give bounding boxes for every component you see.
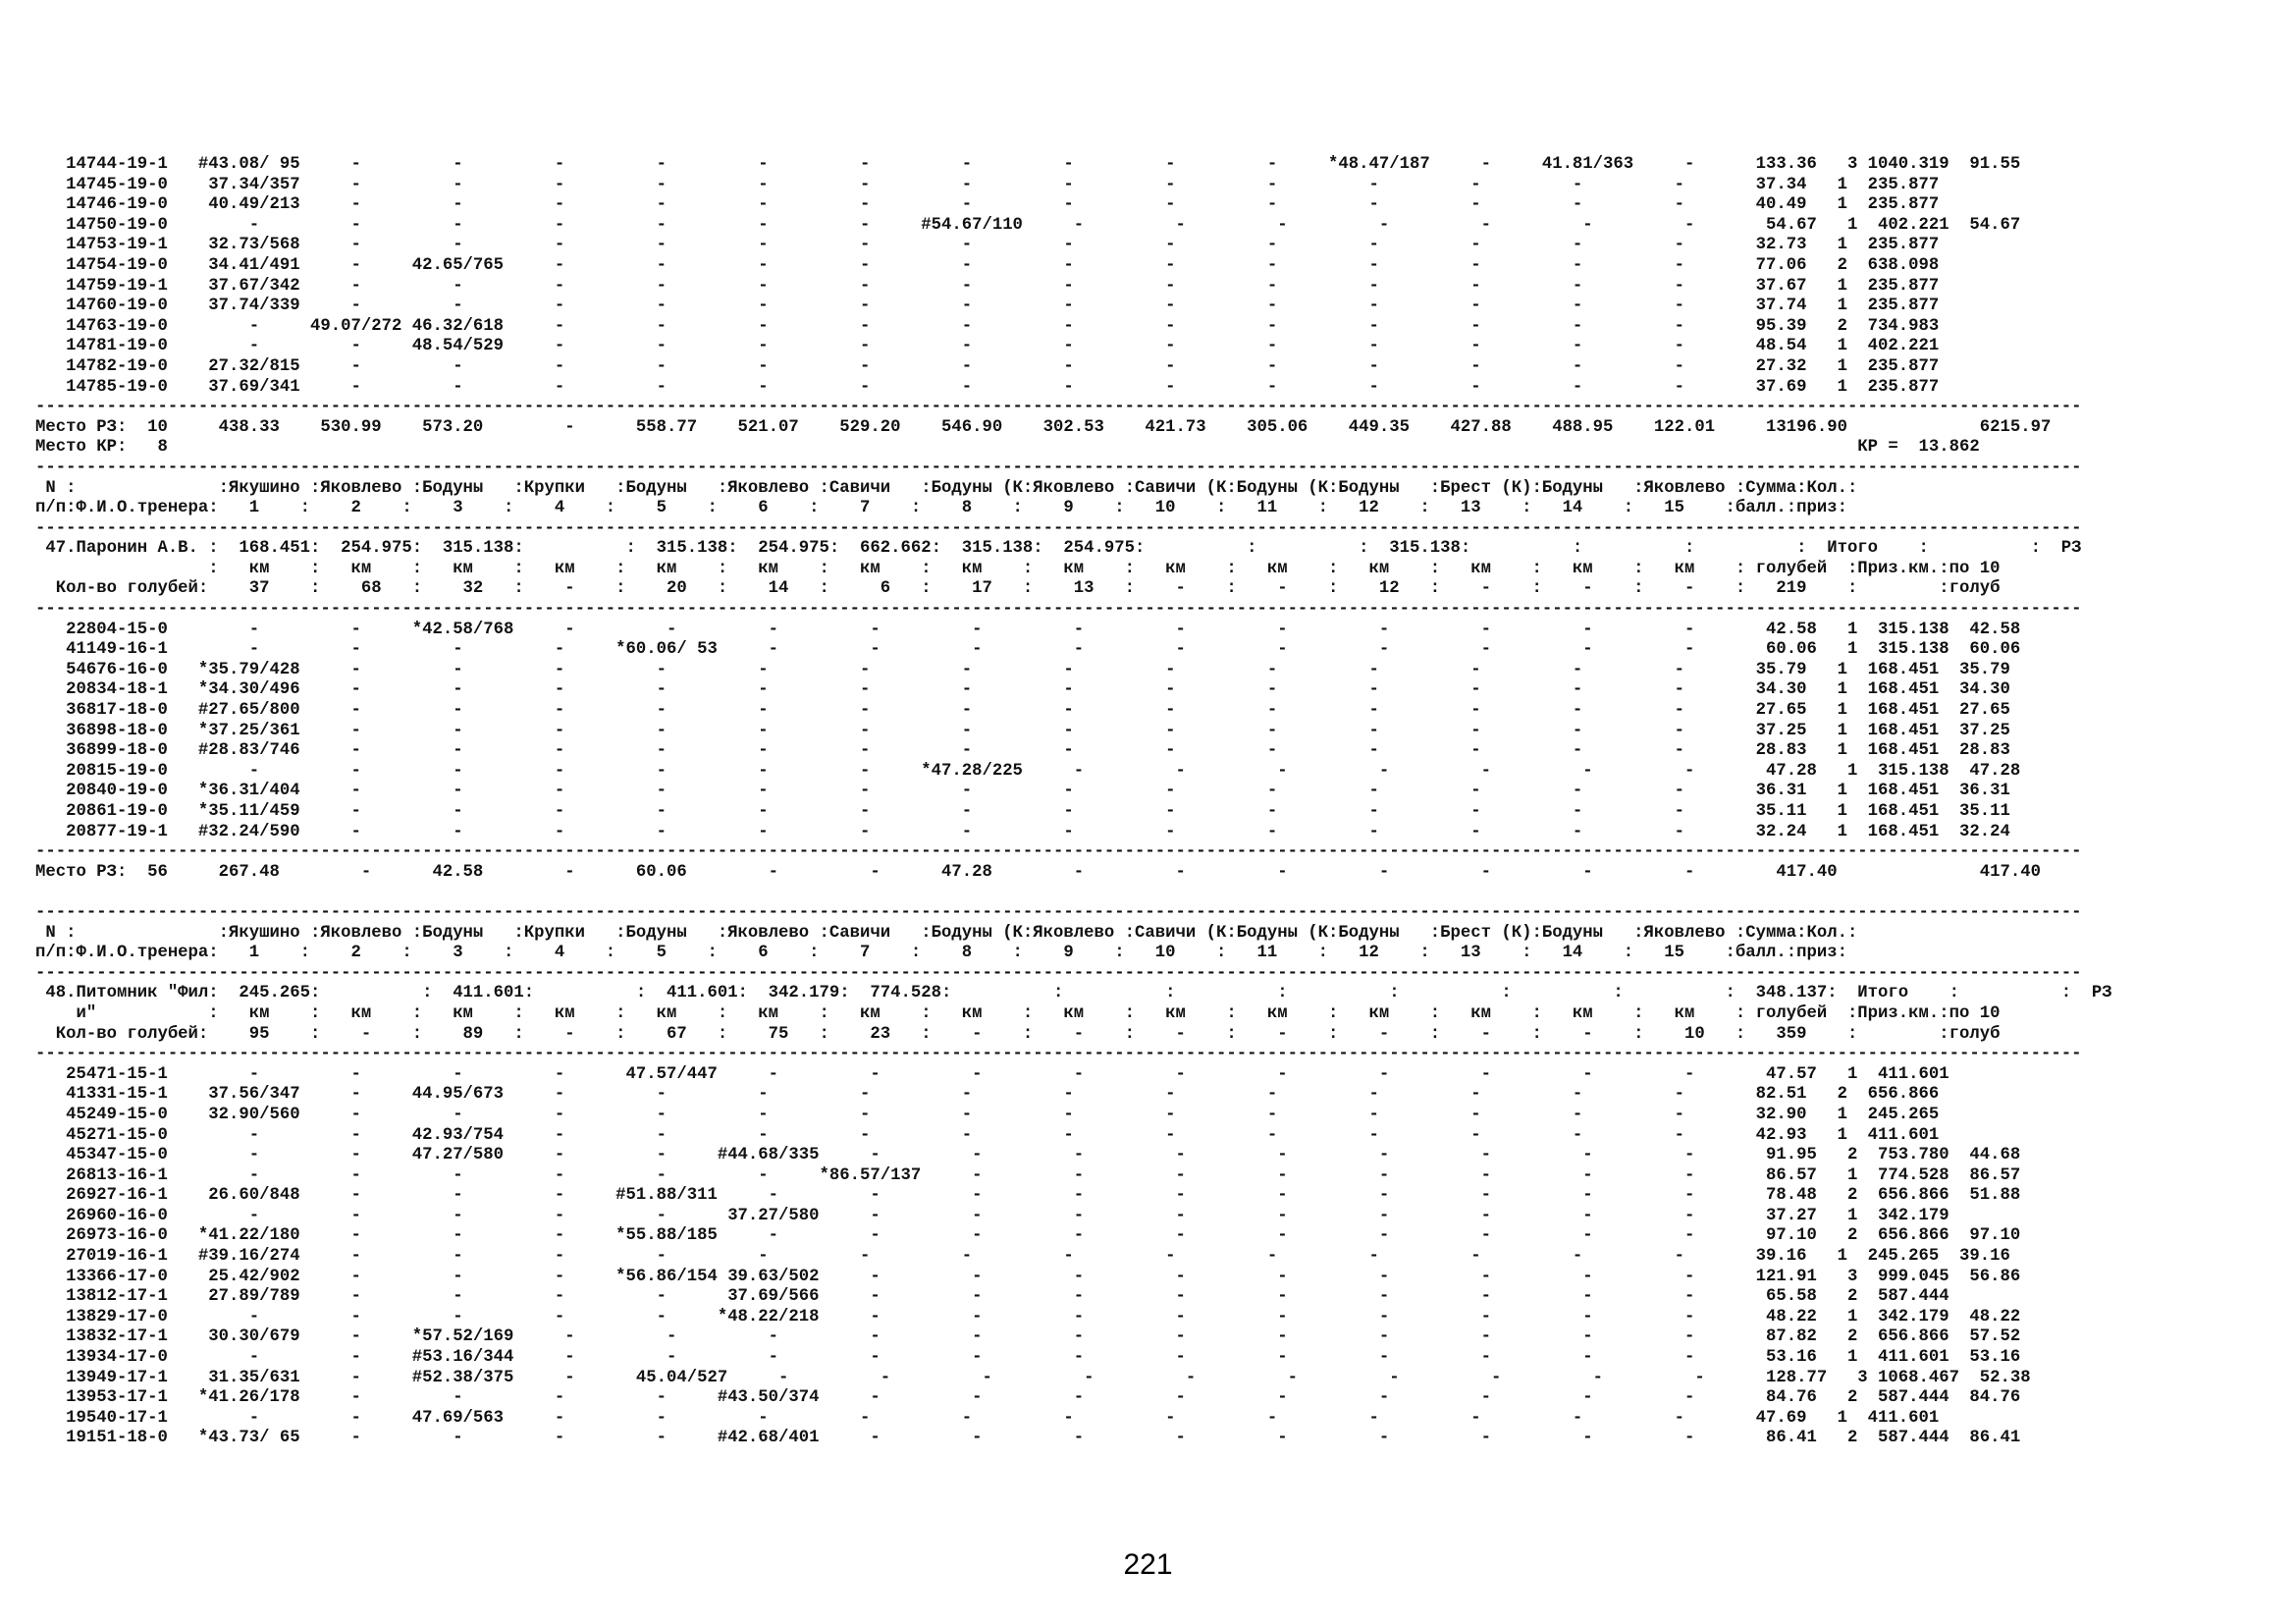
report-line: 19151-18-0 *43.73/ 65 - - - - #42.68/401 - - - - - - - - - 86.41 2 587.444 86.41 xyxy=(35,1429,2021,1448)
separator-line: --------------------------------------------------------------------------------------------------------------------------------------------------------------------------------------------------------- xyxy=(35,398,2082,417)
report-line: п/п:Ф.И.О.тренера: 1 : 2 : 3 : 4 : 5 : 6 : 7 : 8 : 9 : 10 : 11 : 12 : 13 : 14 : 15 :балл.:приз: xyxy=(35,499,1847,518)
separator-line: --------------------------------------------------------------------------------------------------------------------------------------------------------------------------------------------------------- xyxy=(35,1045,2082,1064)
report-line: 22804-15-0 - - *42.58/768 - - - - - - - - - - - - 42.58 1 315.138 42.58 xyxy=(35,620,2021,639)
separator-line: --------------------------------------------------------------------------------------------------------------------------------------------------------------------------------------------------------- xyxy=(35,902,2082,922)
report-line: 14782-19-0 27.32/815 - - - - - - - - - - - - - - 27.32 1 235.877 xyxy=(35,356,1940,376)
report-line: 14781-19-0 - - 48.54/529 - - - - - - - - - - - - 48.54 1 402.221 xyxy=(35,337,1940,356)
report-line: Кол-во голубей: 37 : 68 : 32 : - : 20 : 14 : 6 : 17 : 13 : - : - : 12 : - : - : - : 219 : :голуб xyxy=(35,579,2001,599)
report-line: 54676-16-0 *35.79/428 - - - - - - - - - - - - - - 35.79 1 168.451 35.79 xyxy=(35,660,2010,679)
report-line: 41331-15-1 37.56/347 - 44.95/673 - - - - - - - - - - - - 82.51 2 656.866 xyxy=(35,1085,1940,1105)
report-line: 19540-17-1 - - 47.69/563 - - - - - - - - - - - - 47.69 1 411.601 xyxy=(35,1408,1940,1428)
report-line: 27019-16-1 #39.16/274 - - - - - - - - - - - - - - 39.16 1 245.265 39.16 xyxy=(35,1247,2010,1267)
report-line: 26813-16-1 - - - - - - *86.57/137 - - - - - - - - 86.57 1 774.528 86.57 xyxy=(35,1165,2021,1185)
report-line: 14759-19-1 37.67/342 - - - - - - - - - - - - - - 37.67 1 235.877 xyxy=(35,276,1940,296)
report-line: 14754-19-0 34.41/491 - 42.65/765 - - - - - - - - - - - - 77.06 2 638.098 xyxy=(35,255,1940,275)
report-line: Место КР: 8 КР = 13.862 xyxy=(35,438,1980,458)
report-line: 20840-19-0 *36.31/404 - - - - - - - - - - - - - - 36.31 1 168.451 36.31 xyxy=(35,782,2010,801)
report-line: 41149-16-1 - - - - *60.06/ 53 - - - - - - - - - - 60.06 1 315.138 60.06 xyxy=(35,640,2021,660)
report-line: 13934-17-0 - - #53.16/344 - - - - - - - - - - - - 53.16 1 411.601 53.16 xyxy=(35,1348,2021,1368)
report-line: 13949-17-1 31.35/631 - #52.38/375 - 45.04/527 - - - - - - - - - - 128.77 3 1068.467 52.38 xyxy=(35,1368,2031,1387)
report-line: и" : км : км : км : км : км : км : км : км : км : км : км : км : км : км : км : голубей :Приз.км.:по 10 xyxy=(35,1003,2001,1023)
report-line: 14746-19-0 40.49/213 - - - - - - - - - - - - - - 40.49 1 235.877 xyxy=(35,195,1940,215)
report-line: 26960-16-0 - - - - - 37.27/580 - - - - - - - - - 37.27 1 342.179 xyxy=(35,1206,1949,1225)
report-line: 14744-19-1 #43.08/ 95 - - - - - - - - - - *48.47/187 - 41.81/363 - 133.36 3 1040.319 91.55 xyxy=(35,155,2021,174)
separator-line: --------------------------------------------------------------------------------------------------------------------------------------------------------------------------------------------------------- xyxy=(35,458,2082,477)
report-line: : км : км : км : км : км : км : км : км : км : км : км : км : км : км : км : голубей :Приз.км.:по 10 xyxy=(35,559,2001,578)
report-line: 20877-19-1 #32.24/590 - - - - - - - - - - - - - - 32.24 1 168.451 32.24 xyxy=(35,822,2010,841)
separator-line: --------------------------------------------------------------------------------------------------------------------------------------------------------------------------------------------------------- xyxy=(35,600,2082,620)
report-line: N : :Якушино :Яковлево :Бодуны :Крупки :Бодуны :Яковлево :Савичи :Бодуны (К:Яковлево :Савичи (К:Бодуны (К:Бодуны :Брест (К):Бодуны :Яковлево :Сумма:Кол.: xyxy=(35,923,1858,943)
separator-line: --------------------------------------------------------------------------------------------------------------------------------------------------------------------------------------------------------- xyxy=(35,963,2082,983)
report-line: 13832-17-1 30.30/679 - *57.52/169 - - - - - - - - - - - - 87.82 2 656.866 57.52 xyxy=(35,1327,2021,1347)
blank-line xyxy=(35,883,2112,903)
page-number: 221 xyxy=(1123,1548,1173,1581)
report-line: 14785-19-0 37.69/341 - - - - - - - - - - - - - - 37.69 1 235.877 xyxy=(35,377,1940,397)
report-line: 36899-18-0 #28.83/746 - - - - - - - - - - - - - - 28.83 1 168.451 28.83 xyxy=(35,741,2010,761)
report-line: 26973-16-0 *41.22/180 - - - *55.88/185 - - - - - - - - - - 97.10 2 656.866 97.10 xyxy=(35,1226,2021,1246)
report-line: 20861-19-0 *35.11/459 - - - - - - - - - - - - - - 35.11 1 168.451 35.11 xyxy=(35,802,2010,821)
separator-line: --------------------------------------------------------------------------------------------------------------------------------------------------------------------------------------------------------- xyxy=(35,518,2082,538)
separator-line: --------------------------------------------------------------------------------------------------------------------------------------------------------------------------------------------------------- xyxy=(35,842,2082,862)
report-line: 20815-19-0 - - - - - - - *47.28/225 - - - - - - - 47.28 1 315.138 47.28 xyxy=(35,761,2021,781)
report-line: 47.Паронин А.В. : 168.451: 254.975: 315.138: : 315.138: 254.975: 662.662: 315.138: 254.975: : : 315.138: : : : Итого : : РЗ xyxy=(35,539,2082,559)
report-line: 13953-17-1 *41.26/178 - - - - #43.50/374 - - - - - - - - - 84.76 2 587.444 84.76 xyxy=(35,1388,2021,1408)
report-line: 45249-15-0 32.90/560 - - - - - - - - - - - - - - 32.90 1 245.265 xyxy=(35,1105,1940,1124)
report-line: 26927-16-1 26.60/848 - - - #51.88/311 - - - - - - - - - - 78.48 2 656.866 51.88 xyxy=(35,1186,2021,1206)
report-line: 14753-19-1 32.73/568 - - - - - - - - - - - - - - 32.73 1 235.877 xyxy=(35,236,1940,255)
report-line: 14745-19-0 37.34/357 - - - - - - - - - - - - - - 37.34 1 235.877 xyxy=(35,175,1940,194)
report-line: 13366-17-0 25.42/902 - - - *56.86/154 39.63/502 - - - - - - - - - 121.91 3 999.045 56.86 xyxy=(35,1267,2021,1286)
report-line: Кол-во голубей: 95 : - : 89 : - : 67 : 75 : 23 : - : - : - : - : - : - : - : 10 : 359 : :голуб xyxy=(35,1024,2001,1044)
report-line: 14763-19-0 - 49.07/272 46.32/618 - - - - - - - - - - - - 95.39 2 734.983 xyxy=(35,316,1940,336)
report-table xyxy=(35,155,2112,1449)
report-line: Место РЗ: 10 438.33 530.99 573.20 - 558.77 521.07 529.20 546.90 302.53 421.73 305.06 449.35 427.88 488.95 122.01 13196.90 6215.97 xyxy=(35,417,2052,437)
report-line: 14750-19-0 - - - - - - - #54.67/110 - - - - - - - 54.67 1 402.221 54.67 xyxy=(35,215,2021,235)
report-line: 48.Питомник "Фил: 245.265: : 411.601: : 411.601: 342.179: 774.528: : : : : : : : 348.137: Итого : : РЗ xyxy=(35,984,2112,1003)
report-line: 36898-18-0 *37.25/361 - - - - - - - - - - - - - - 37.25 1 168.451 37.25 xyxy=(35,721,2010,740)
report-line: 13829-17-0 - - - - - *48.22/218 - - - - - - - - - 48.22 1 342.179 48.22 xyxy=(35,1307,2021,1326)
report-line: 13812-17-1 27.89/789 - - - - 37.69/566 - - - - - - - - - 65.58 2 587.444 xyxy=(35,1287,1949,1307)
report-line: 14760-19-0 37.74/339 - - - - - - - - - - - - - - 37.74 1 235.877 xyxy=(35,297,1940,316)
report-line: 36817-18-0 #27.65/800 - - - - - - - - - - - - - - 27.65 1 168.451 27.65 xyxy=(35,701,2010,721)
report-line: 25471-15-1 - - - - 47.57/447 - - - - - - - - - - 47.57 1 411.601 xyxy=(35,1064,1949,1084)
report-line: 45271-15-0 - - 42.93/754 - - - - - - - - - - - - 42.93 1 411.601 xyxy=(35,1125,1940,1145)
report-line: N : :Якушино :Яковлево :Бодуны :Крупки :Бодуны :Яковлево :Савичи :Бодуны (К:Яковлево :Савичи (К:Бодуны (К:Бодуны :Брест (К):Бодуны :Яковлево :Сумма:Кол.: xyxy=(35,478,1858,498)
report-line: п/п:Ф.И.О.тренера: 1 : 2 : 3 : 4 : 5 : 6 : 7 : 8 : 9 : 10 : 11 : 12 : 13 : 14 : 15 :балл.:приз: xyxy=(35,944,1847,963)
report-line: Место РЗ: 56 267.48 - 42.58 - 60.06 - - 47.28 - - - - - - - 417.40 417.40 xyxy=(35,862,2041,882)
report-line: 20834-18-1 *34.30/496 - - - - - - - - - - - - - - 34.30 1 168.451 34.30 xyxy=(35,680,2010,700)
report-line: 45347-15-0 - - 47.27/580 - - #44.68/335 - - - - - - - - - 91.95 2 753.780 44.68 xyxy=(35,1146,2021,1165)
